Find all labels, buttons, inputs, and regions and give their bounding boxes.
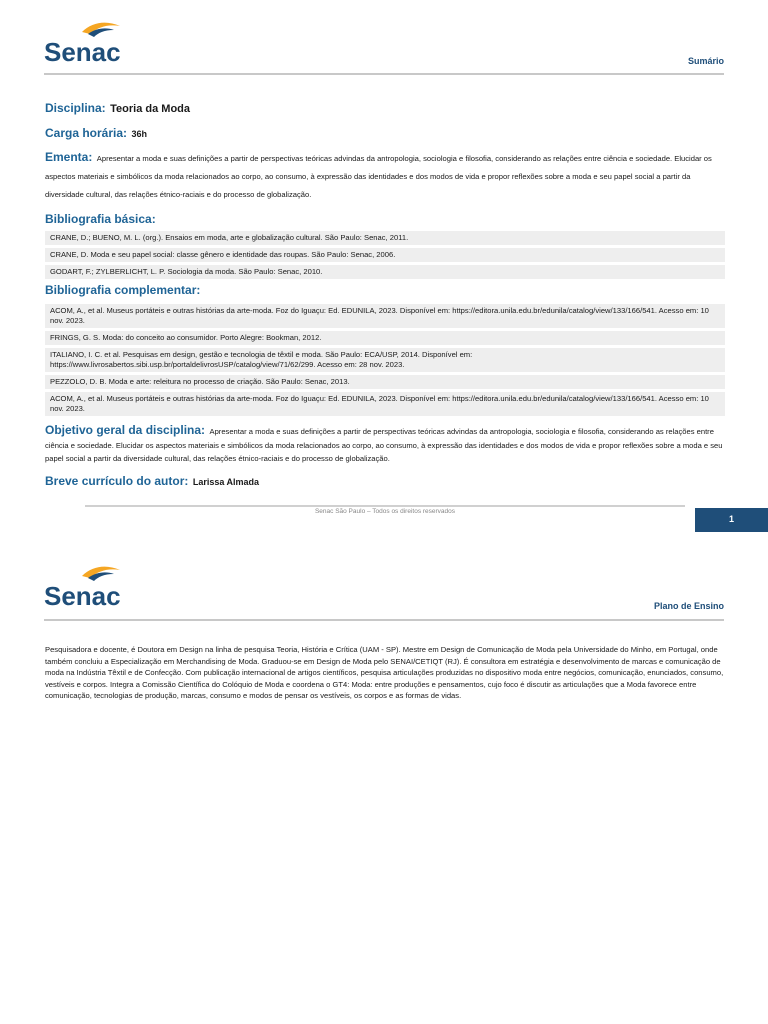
course-info (45, 99, 725, 490)
header-divider (44, 73, 724, 75)
bib-basica-item: CRANE, D. Moda e seu papel social: classe gênero e identidade das roupas. São Paulo: Senac, 2006. (45, 248, 725, 262)
plano-de-ensino-link[interactable]: Plano de Ensino (653, 601, 724, 611)
curriculo-value: Larissa Almada (192, 476, 260, 487)
sumario-link[interactable]: Sumário (687, 56, 724, 66)
carga-value: 36h (131, 129, 147, 139)
senac-logo-text: Senac (44, 581, 121, 608)
footer-text: Senac São Paulo – Todos os direitos reservados (314, 508, 456, 515)
bib-basica-title: Bibliografia básica: (45, 212, 156, 226)
objetivo-text: Apresentar a moda e suas definições a partir de perspectivas teóricas advindas da antropologia, sociologia e filosofia, considerando as relações entre ciência e sociedade. Elucidar os aspectos materiais e simbólicos da moda relacionados ao corpo, ao consumo, à expressão das identidades e dos modos de vida e propor reflexões sobre a moda e seu papel social a partir da diversidade cultural, das relações étnico-raciais e do processo de globalização. (45, 427, 723, 463)
curriculo-label: Breve currículo do autor: (45, 473, 189, 488)
footer-divider (85, 505, 685, 507)
ementa-text: Apresentar a moda e suas definições a partir de perspectivas teóricas advindas da antropologia, sociologia e filosofia, considerando as relações entre ciência e sociedade. Elucidar os aspectos materiais e simbólicos da moda relacionados ao corpo, ao consumo, à expressão das identidades e dos modos de vida e propor reflexões sobre a moda e seu papel social a partir da diversidade cultural, das relações étnico-raciais e do processo de globalização. (45, 154, 712, 199)
bib-basica-item: GODART, F.; ZYLBERLICHT, L. P. Sociologia da moda. São Paulo: Senac, 2010. (45, 265, 725, 279)
header-divider (44, 619, 724, 621)
author-bio: Pesquisadora e docente, é Doutora em Design na linha de pesquisa Teoria, História e Crítica (UAM - SP). Mestre em Design de Comunicação de Moda pela Universidade do Minho, em Portugal, onde também concluiu a Especialização em Merchandising de Moda. Graduou-se em Design de Moda pelo SENAI/CETIQT (RJ). É consultora em estratégia e desenvolvimento de marcas e comunicação de moda na Indústria Têxtil e de Confecção. Com publicação internacional de artigos científicos, pesquisa articulações produzidas no dispositivo moda entre negócios, comunicação, enunciados, consumo, vestíveis e corpos. Integra a Comissão Científica do Colóquio de Moda e coordena o GT4: Moda: entre produções e pensamentos, cujo foco é discutir as articulações que a Moda favorece entre comunicação, tecnologias de produção, marcas, consumo e modos de pensar os vestíveis, os corpos e as formas de vidas. (45, 645, 724, 700)
bib-complementar-item: FRINGS, G. S. Moda: do conceito ao consumidor. Porto Alegre: Bookman, 2012. (45, 331, 725, 345)
bib-complementar-item: ACOM, A., et al. Museus portáteis e outras histórias da arte-moda. Foz do Iguaçu: Ed. EDUNILA, 2023. Disponível em: https://editora.unila.edu.br/edunila/catalog/view/133/166/541. Acesso em: 10 nov. 2023. (45, 392, 725, 416)
bib-complementar-list (45, 304, 725, 416)
bib-basica-item: CRANE, D.; BUENO, M. L. (org.). Ensaios em moda, arte e globalização cultural. São Paulo: Senac, 2011. (45, 231, 725, 245)
senac-logo-text: Senac (44, 37, 121, 64)
disciplina-row (45, 99, 725, 117)
carga-label: Carga horária: (45, 126, 128, 140)
disciplina-value: Teoria da Moda (110, 103, 191, 115)
carga-row (45, 124, 725, 142)
objetivo-block (45, 424, 725, 465)
curriculo-row (45, 472, 725, 490)
bib-complementar-item: PEZZOLO, D. B. Moda e arte: releitura no processo de criação. São Paulo: Senac, 2013. (45, 375, 725, 389)
bib-complementar-item: ITALIANO, I. C. et al. Pesquisas em design, gestão e tecnologia de têxtil e moda. São Paulo: ECA/USP, 2014. Disponível em: https://www.livrosabertos.sibi.usp.br/portaldelivrosUSP/catalog/view/71/62/299. Acesso em: 28 nov. 2023. (45, 348, 725, 372)
senac-logo (44, 16, 134, 64)
bib-complementar-title: Bibliografia complementar: (45, 283, 201, 297)
senac-logo (44, 560, 134, 608)
page-number: 1 (695, 508, 768, 532)
ementa-block (45, 148, 725, 202)
bib-complementar-item: ACOM, A., et al. Museus portáteis e outras histórias da arte-moda. Foz do Iguaçu: Ed. EDUNILA, 2023. Disponível em: https://editora.unila.edu.br/edunila/catalog/view/133/166/541. Acesso em: 10 nov. 2023. (45, 304, 725, 328)
ementa-label: Ementa: (45, 150, 93, 164)
bib-basica-list (45, 231, 725, 279)
disciplina-label: Disciplina: (45, 101, 106, 115)
objetivo-label: Objetivo geral da disciplina: (45, 423, 206, 437)
